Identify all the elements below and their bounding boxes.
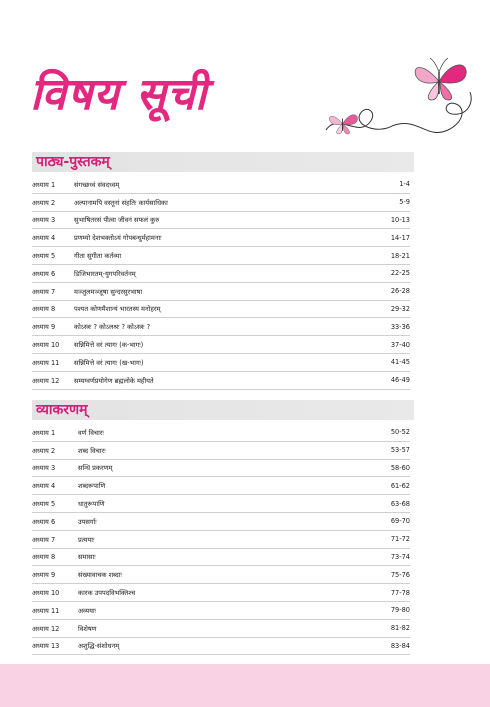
toc-row[interactable] [32, 513, 410, 531]
page-range: 53-57 [390, 446, 410, 455]
chapter-title: वर्ण विचारः [78, 428, 104, 437]
chapter-number: अध्याय 8 [32, 305, 56, 314]
chapter-number: अध्याय 4 [32, 482, 56, 491]
chapter-title: शब्द विचारः [78, 446, 106, 455]
chapter-number: अध्याय 11 [32, 606, 60, 615]
chapter-number: अध्याय 9 [32, 571, 56, 580]
chapter-title: सन्निमित्ते वरं त्यागः (ख-भागः) [74, 358, 144, 367]
chapter-title: अव्ययाः [78, 606, 96, 615]
toc-row[interactable] [32, 495, 410, 513]
chapter-title: अल्पानामपि वस्तूनां संहतिः कार्यसाधिका [74, 198, 168, 207]
page-range: 75-76 [390, 570, 410, 579]
toc-row[interactable] [32, 301, 410, 319]
page-range: 37-40 [390, 340, 410, 349]
page-range: 41-45 [390, 358, 410, 367]
chapter-title: सम्यग्वर्णप्रयोगेण ब्रह्मलोके महीयते [74, 376, 154, 385]
chapter-number: अध्याय 1 [32, 180, 56, 189]
chapter-number: अध्याय 7 [32, 287, 56, 296]
toc-row[interactable] [32, 372, 410, 390]
toc-row[interactable] [32, 566, 410, 584]
chapter-title: उपसर्गाः [78, 517, 97, 526]
chapter-number: अध्याय 5 [32, 252, 56, 261]
section-header-grammar: व्याकरणम् [32, 400, 414, 420]
chapter-number: अध्याय 3 [32, 464, 56, 473]
chapter-title: पश्यत कोणमैशान्यं भारतस्य मनोहरम् [74, 305, 161, 314]
chapter-number: अध्याय 6 [32, 269, 56, 278]
toc-row[interactable] [32, 265, 410, 283]
toc-row[interactable] [32, 424, 410, 442]
page-range: 79-80 [390, 606, 410, 615]
toc-row[interactable] [32, 531, 410, 549]
toc-row[interactable] [32, 638, 410, 656]
chapter-number: अध्याय 8 [32, 553, 56, 562]
page-range: 69-70 [390, 517, 410, 526]
chapter-title: सन्निमित्ते वरं त्यागः (क-भागः) [74, 341, 144, 350]
toc-row[interactable] [32, 354, 410, 372]
chapter-title: शब्दरूपाणि [78, 482, 106, 491]
page-range: 81-82 [390, 624, 410, 633]
chapter-title: विशेषण [78, 624, 97, 633]
toc-row[interactable] [32, 477, 410, 495]
toc-row[interactable] [32, 620, 410, 638]
page-range: 63-68 [390, 499, 410, 508]
chapter-title: संख्यावाचक शब्दाः [78, 571, 122, 580]
chapter-title: धातुरूपाणि [78, 500, 105, 509]
page-range: 46-49 [390, 376, 410, 385]
butterfly-icon [318, 42, 478, 152]
toc-list-textbook [32, 176, 410, 390]
chapter-number: अध्याय 13 [32, 642, 60, 651]
page-range: 50-52 [390, 428, 410, 437]
chapter-number: अध्याय 10 [32, 589, 60, 598]
chapter-number: अध्याय 1 [32, 428, 56, 437]
toc-row[interactable] [32, 318, 410, 336]
chapter-number: अध्याय 2 [32, 446, 56, 455]
page-range: 73-74 [390, 552, 410, 561]
chapter-title: अशुद्धि-संशोधनम् [78, 642, 120, 651]
chapter-number: अध्याय 5 [32, 500, 56, 509]
toc-row[interactable] [32, 460, 410, 478]
toc-row[interactable] [32, 283, 410, 301]
toc-row[interactable] [32, 176, 410, 194]
chapter-title: कोऽस्त्रः ? कोऽलश्रः ? कोऽस्त्रः ? [74, 323, 151, 332]
page-range: 5-9 [399, 198, 410, 207]
chapter-number: अध्याय 9 [32, 323, 56, 332]
chapter-title: मञ्जुलमञ्जूषा सुन्दरसुरभाषा [74, 287, 143, 296]
chapter-title: सुभाषितरसं पीत्वा जीवनं सफलं कुरु [74, 216, 160, 225]
toc-row[interactable] [32, 247, 410, 265]
chapter-number: अध्याय 12 [32, 624, 60, 633]
page-range: 77-78 [390, 588, 410, 597]
chapter-number: अध्याय 7 [32, 535, 56, 544]
toc-list-grammar [32, 424, 410, 655]
page-range: 29-32 [390, 304, 410, 313]
toc-row[interactable] [32, 336, 410, 354]
chapter-number: अध्याय 2 [32, 198, 56, 207]
page-range: 10-13 [390, 215, 410, 224]
page-range: 61-62 [390, 481, 410, 490]
toc-row[interactable] [32, 442, 410, 460]
toc-row[interactable] [32, 229, 410, 247]
page-range: 14-17 [390, 233, 410, 242]
chapter-title: गीता सुगीता कर्तव्या [74, 252, 122, 261]
chapter-title: संगच्छध्वं संवदध्वम् [74, 180, 120, 189]
toc-row[interactable] [32, 584, 410, 602]
chapter-number: अध्याय 11 [32, 358, 60, 367]
toc-row[interactable] [32, 602, 410, 620]
chapter-title: समासाः [78, 553, 96, 562]
chapter-number: अध्याय 3 [32, 216, 56, 225]
chapter-title: प्रत्ययाः [78, 535, 95, 544]
page-range: 26-28 [390, 287, 410, 296]
page-title: विषय सूची [30, 69, 208, 120]
chapter-number: अध्याय 6 [32, 517, 56, 526]
page-range: 83-84 [390, 641, 410, 650]
chapter-number: अध्याय 4 [32, 234, 56, 243]
chapter-number: अध्याय 10 [32, 341, 60, 350]
page-range: 58-60 [390, 463, 410, 472]
toc-row[interactable] [32, 212, 410, 230]
page-range: 22-25 [390, 269, 410, 278]
toc-row[interactable] [32, 549, 410, 567]
footer-band [0, 664, 490, 707]
page-range: 1-4 [399, 180, 410, 189]
page-range: 33-36 [390, 322, 410, 331]
toc-row[interactable] [32, 194, 410, 212]
section-header-textbook: पाठ्य-पुस्तकम् [32, 152, 414, 172]
chapter-title: प्रणम्यो देशभक्तोऽयं गोपबन्धुर्महामनाः [74, 234, 162, 243]
chapter-title: डिजिभारतम्-युगपरिवर्तनम् [74, 269, 136, 278]
chapter-title: कारक उपपदविभक्तिश्च [78, 589, 136, 598]
chapter-number: अध्याय 12 [32, 376, 60, 385]
chapter-title: सन्धि प्रकरणम् [78, 464, 113, 473]
page-range: 18-21 [390, 251, 410, 260]
page-range: 71-72 [390, 535, 410, 544]
